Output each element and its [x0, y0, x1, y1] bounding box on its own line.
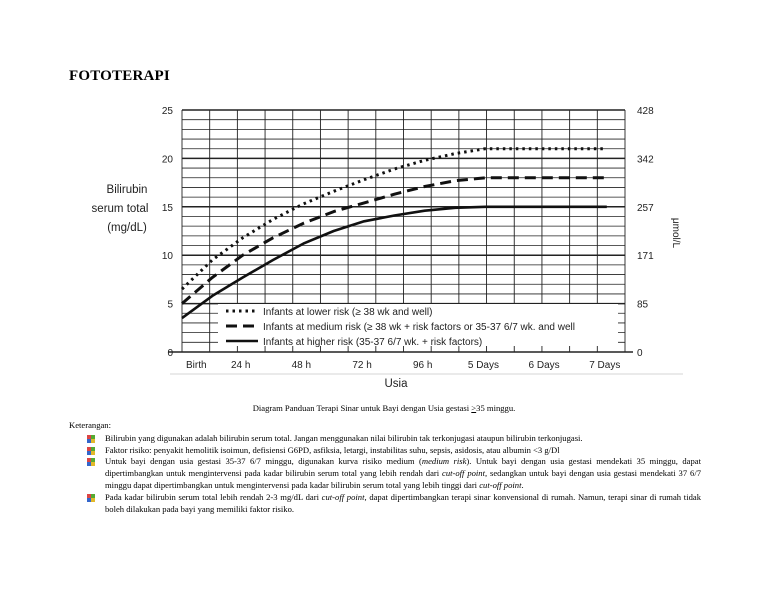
- page-heading: FOTOTERAPI: [69, 68, 170, 84]
- series-line-dotted: [182, 149, 607, 289]
- x-tick-label: 5 Days: [467, 360, 499, 371]
- y-tick-label: 25: [161, 106, 173, 117]
- y2-axis-label: μmol/L: [670, 217, 681, 249]
- series-line-dashed: [182, 178, 607, 304]
- x-tick-label: 24 h: [230, 360, 251, 371]
- note-item: Untuk bayi dengan usia gestasi 35-37 6/7 minggu, digunakan kurva risiko medium (medium risk). Untuk bayi dengan usia gestasi mendekati 35 minggu, dapat dipertimbangkan untuk mengintervensi pada kadar bilirubin serum total yang lebih rendah dari cut-off point, sedangkan untuk bayi dengan usia gestasi mendekati 37 6/7 minggu dapat dipertimbangkan untuk mengintervensi pada kadar bilirubin serum total yang lebih tinggi dari cut-off point.: [87, 456, 701, 491]
- y-tick-label: 15: [161, 202, 173, 214]
- x-tick-label: 48 h: [291, 360, 312, 371]
- legend-label: Infants at higher risk (35-37 6/7 wk. + risk factors): [263, 337, 483, 348]
- y2-tick-label: 171: [637, 251, 654, 263]
- bullet-icon: [87, 435, 95, 443]
- notes-title: Keterangan:: [69, 420, 111, 430]
- bullet-icon: [87, 494, 95, 502]
- series-lines: [182, 149, 607, 318]
- bullet-icon: [87, 458, 95, 466]
- y-axis-label-line-3: (mg/dL): [107, 222, 147, 234]
- y-tick-label: 5: [167, 299, 173, 311]
- legend-label: Infants at medium risk (≥ 38 wk + risk factors or 35-37 6/7 wk. and well: [263, 322, 575, 333]
- caption-ge-symbol: >: [471, 403, 477, 413]
- y2-tick-label: 342: [637, 154, 654, 166]
- y2-tick-label: 257: [637, 202, 654, 214]
- x-tick-label: 6 Days: [528, 360, 560, 371]
- series-line-solid: [182, 207, 607, 318]
- chart-caption: Diagram Panduan Terapi Sinar untuk Bayi dengan Usia gestasi >35 minggu.: [252, 403, 516, 413]
- y-axis-label-line-1: Bilirubin: [106, 184, 148, 196]
- x-tick-label: 72 h: [352, 360, 372, 371]
- legend-label: Infants at lower risk (≥ 38 wk and well): [263, 307, 433, 318]
- y2-axis-ticks: [637, 106, 654, 359]
- note-item: Pada kadar bilirubin serum total lebih rendah 2-3 mg/dL dari cut-off point, dapat dipertimbangkan terapi sinar konvensional di rumah. Namun, terapi sinar di rumah tidak boleh dilakukan pada bayi yang memiliki faktor risiko.: [87, 492, 701, 516]
- notes-section: [69, 420, 701, 515]
- bullet-icon: [87, 447, 95, 455]
- y2-tick-label: 428: [637, 106, 654, 117]
- x-axis-label: Usia: [384, 378, 408, 390]
- notes-list: [69, 433, 701, 516]
- x-tick-label: Birth: [186, 360, 207, 371]
- y-tick-label: 20: [161, 154, 173, 166]
- y2-tick-label: 0: [637, 348, 643, 359]
- y-tick-label: 0: [167, 348, 173, 359]
- y-tick-label: 10: [161, 251, 173, 263]
- x-tick-label: 7 Days: [589, 360, 621, 371]
- note-item: Bilirubin yang digunakan adalah bilirubin serum total. Jangan menggunakan nilai bilirubin tak terkonjugasi ataupun bilirubin terkonjugasi.: [87, 433, 701, 445]
- x-axis-ticks: [186, 360, 620, 371]
- y-axis-ticks: [162, 106, 174, 359]
- x-tick-label: 96 h: [413, 360, 433, 371]
- y2-tick-label: 85: [637, 299, 649, 311]
- y-axis-label-line-2: serum total: [91, 203, 149, 215]
- note-item: Faktor risiko: penyakit hemolitik isoimun, defisiensi G6PD, asfiksia, letargi, instabilitas suhu, sepsis, asidosis, atau albumin <3 g/Dl: [87, 445, 701, 457]
